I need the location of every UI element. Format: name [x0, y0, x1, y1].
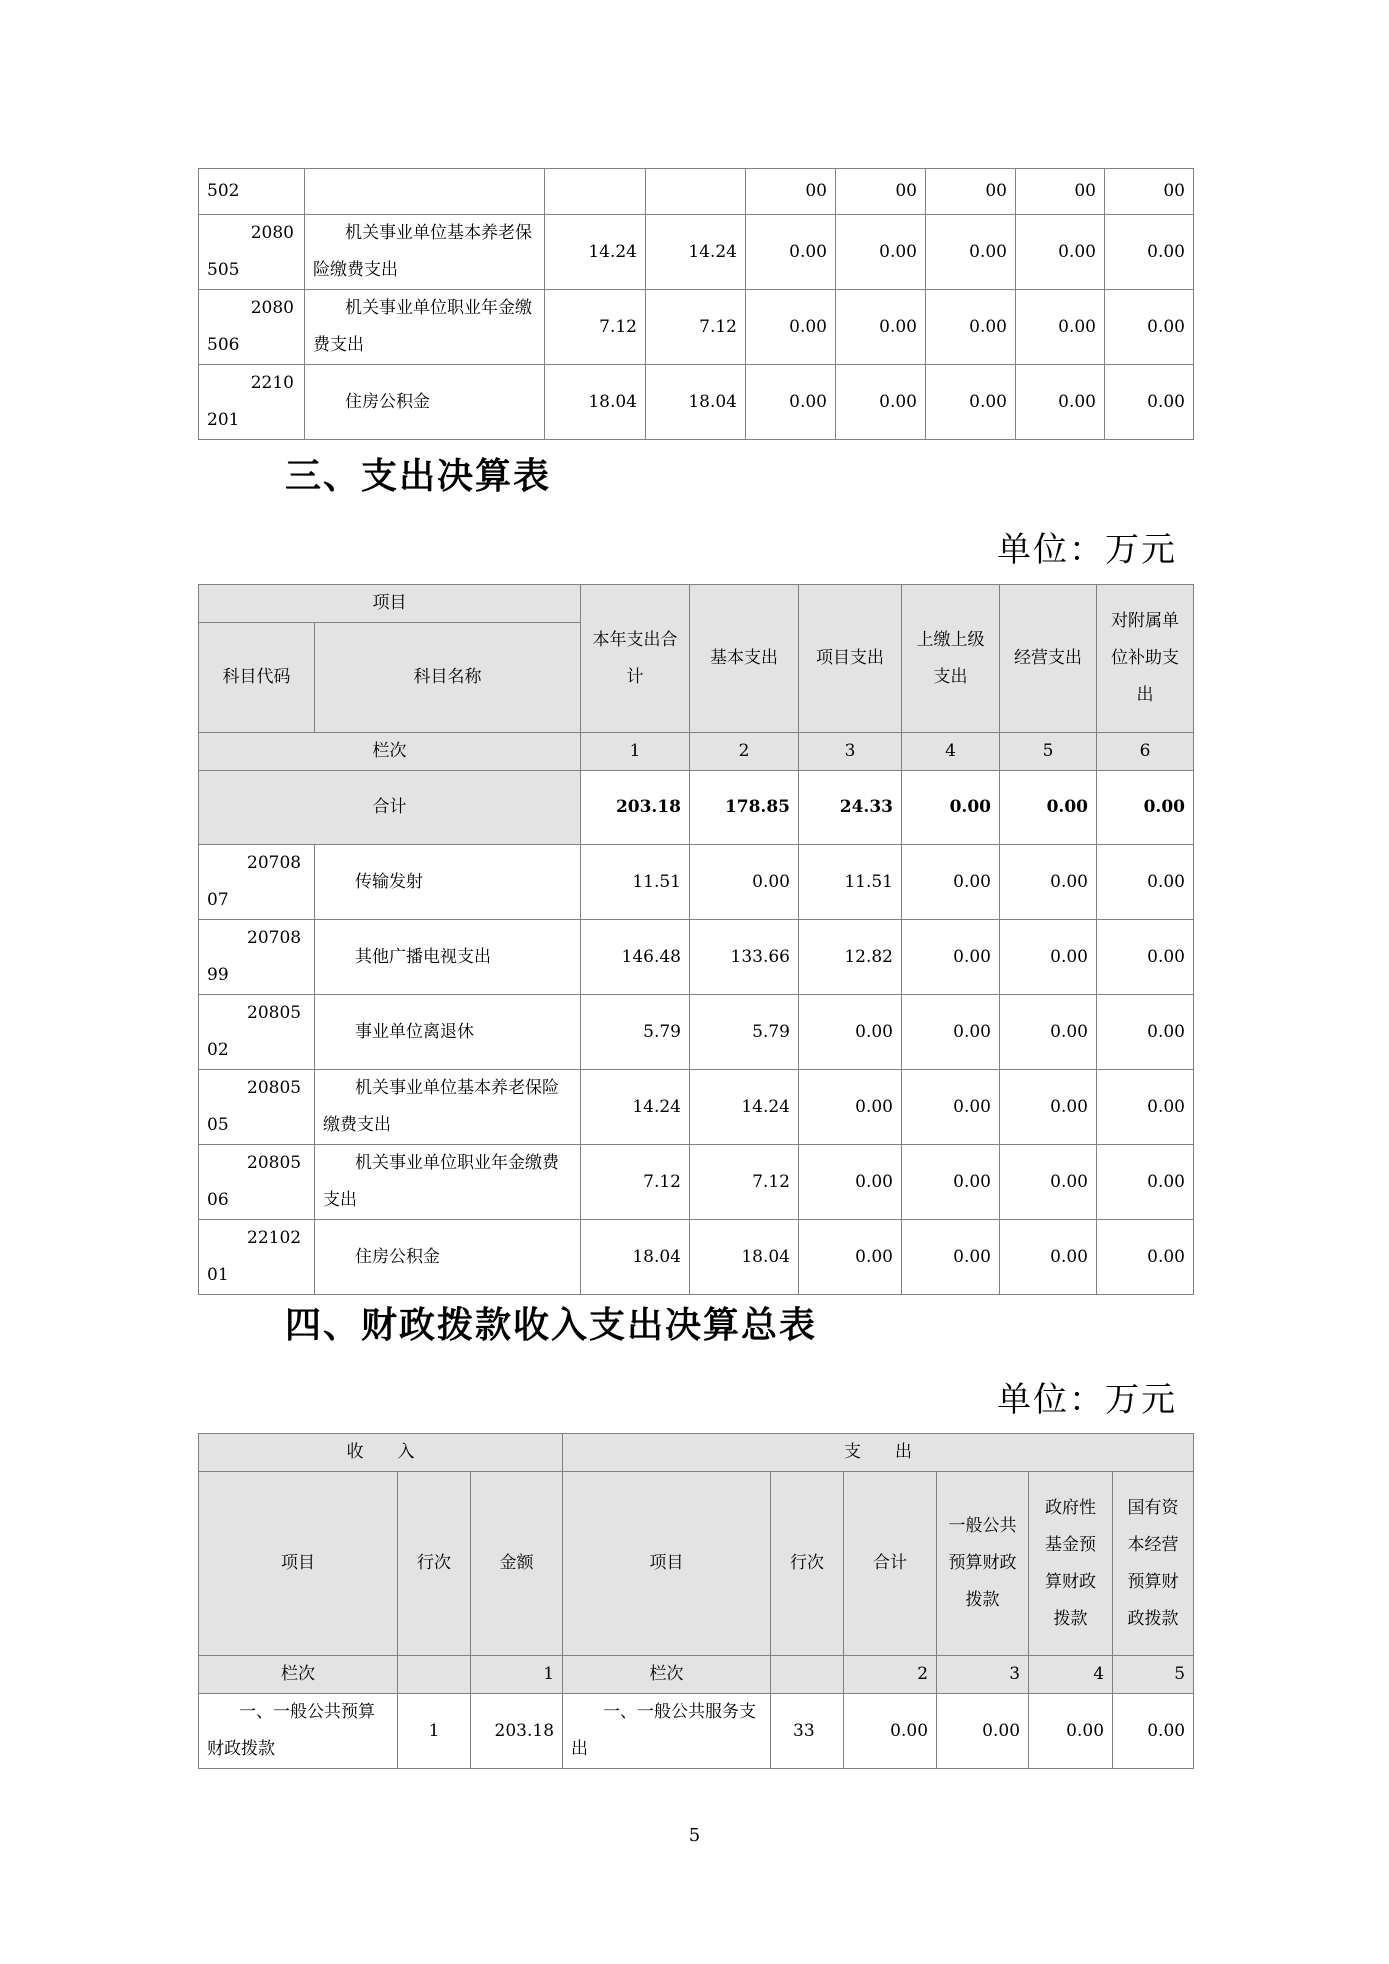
col-number: 5 — [1113, 1656, 1194, 1694]
section3-unit: 单位：万元 — [997, 530, 1177, 570]
cell-value: 0.00 — [836, 290, 926, 365]
subject-code: 2210201 — [199, 1220, 315, 1295]
header-col-project: 项目支出 — [799, 585, 902, 733]
cell-value: 00 — [1016, 169, 1105, 215]
cell-value: 0.00 — [1097, 1070, 1194, 1145]
section4-unit: 单位：万元 — [997, 1380, 1177, 1420]
header-row — [199, 585, 1194, 623]
subject-code: 2070807 — [199, 845, 315, 920]
header-col-basic: 基本支出 — [690, 585, 799, 733]
subject-name: 其他广播电视支出 — [315, 920, 581, 995]
cell-value: 0.00 — [1000, 995, 1097, 1070]
cell-value: 0.00 — [799, 995, 902, 1070]
header-col-remit: 上缴上级支出 — [902, 585, 1000, 733]
header-amount: 金额 — [471, 1472, 563, 1656]
cell-value: 12.82 — [799, 920, 902, 995]
cell-value: 14.24 — [581, 1070, 690, 1145]
header-item: 项目 — [199, 1472, 398, 1656]
header-line: 行次 — [398, 1472, 471, 1656]
total-value: 0.00 — [902, 771, 1000, 845]
empty-cell — [398, 1656, 471, 1694]
subject-name: 传输发射 — [315, 845, 581, 920]
subject-code: 502 — [199, 169, 305, 215]
total-value: 178.85 — [690, 771, 799, 845]
cell-value: 18.04 — [545, 365, 646, 440]
cell-value: 0.00 — [1000, 1145, 1097, 1220]
subject-code: 2080 506 — [199, 290, 305, 365]
cell-value: 0.00 — [1097, 1145, 1194, 1220]
cell-value: 0.00 — [902, 1145, 1000, 1220]
header-income: 收 入 — [199, 1434, 563, 1472]
col-number: 4 — [1029, 1656, 1113, 1694]
table-row — [199, 169, 1194, 215]
col-number: 3 — [937, 1656, 1029, 1694]
header-gov-fund: 政府性基金预算财政拨款 — [1029, 1472, 1113, 1656]
cell-value: 0.00 — [902, 1070, 1000, 1145]
header-expense: 支 出 — [563, 1434, 1194, 1472]
cell-value: 11.51 — [799, 845, 902, 920]
cell-value: 0.00 — [1000, 845, 1097, 920]
col-number: 6 — [1097, 733, 1194, 771]
cell-value: 0.00 — [1097, 845, 1194, 920]
header-col-total: 本年支出合计 — [581, 585, 690, 733]
cell-value: 0.00 — [1097, 995, 1194, 1070]
row-label: 栏次 — [199, 733, 581, 771]
col-number: 5 — [1000, 733, 1097, 771]
cell-value: 0.00 — [799, 1145, 902, 1220]
cell-value: 0.00 — [690, 845, 799, 920]
cell-value: 0.00 — [926, 365, 1016, 440]
cell-value: 18.04 — [581, 1220, 690, 1295]
cell-value: 0.00 — [1113, 1694, 1194, 1769]
cell-value: 146.48 — [581, 920, 690, 995]
cell-value: 0.00 — [1029, 1694, 1113, 1769]
subject-name: 机关事业单位基本养老保险缴费支出 — [305, 215, 545, 290]
total-value: 203.18 — [581, 771, 690, 845]
cell-value: 0.00 — [926, 215, 1016, 290]
cell-value — [646, 169, 746, 215]
section3-title: 三、支出决算表 — [285, 456, 552, 497]
subject-code: 2080 505 — [199, 215, 305, 290]
cell-value: 0.00 — [836, 365, 926, 440]
cell-value: 5.79 — [690, 995, 799, 1070]
cell-value: 11.51 — [581, 845, 690, 920]
subject-name: 机关事业单位职业年金缴费支出 — [315, 1145, 581, 1220]
income-item: 一、一般公共预算财政拨款 — [199, 1694, 398, 1769]
col-number: 3 — [799, 733, 902, 771]
fiscal-summary-table — [198, 1433, 1194, 1769]
total-value: 0.00 — [1097, 771, 1194, 845]
subject-name: 机关事业单位基本养老保险缴费支出 — [315, 1070, 581, 1145]
table-row — [199, 1145, 1194, 1220]
cell-value: 0.00 — [746, 365, 836, 440]
subject-name: 住房公积金 — [305, 365, 545, 440]
cell-value: 14.24 — [545, 215, 646, 290]
cell-value: 00 — [746, 169, 836, 215]
subject-code: 2070899 — [199, 920, 315, 995]
subject-code: 2080506 — [199, 1145, 315, 1220]
cell-value: 7.12 — [690, 1145, 799, 1220]
section4-title: 四、财政拨款收入支出决算总表 — [285, 1305, 818, 1346]
total-row — [199, 771, 1194, 845]
empty-cell — [771, 1656, 844, 1694]
cell-value: 0.00 — [836, 215, 926, 290]
header-col-operating: 经营支出 — [1000, 585, 1097, 733]
cell-value: 0.00 — [1097, 920, 1194, 995]
cell-value: 0.00 — [746, 290, 836, 365]
table-row — [199, 1070, 1194, 1145]
header-state-capital: 国有资本经营预算财政拨款 — [1113, 1472, 1194, 1656]
cell-value: 14.24 — [690, 1070, 799, 1145]
table-row — [199, 1220, 1194, 1295]
cell-value: 00 — [926, 169, 1016, 215]
row-label: 栏次 — [199, 1656, 398, 1694]
cell-value: 0.00 — [1000, 920, 1097, 995]
subject-name: 住房公积金 — [315, 1220, 581, 1295]
header-row — [199, 1434, 1194, 1472]
total-label: 合计 — [199, 771, 581, 845]
cell-value: 18.04 — [690, 1220, 799, 1295]
cell-value: 0.00 — [1105, 215, 1194, 290]
cell-value: 0.00 — [1000, 1220, 1097, 1295]
cell-value: 0.00 — [1105, 365, 1194, 440]
table-row — [199, 995, 1194, 1070]
col-number: 1 — [581, 733, 690, 771]
header-code: 科目代码 — [199, 623, 315, 733]
subject-code: 2080502 — [199, 995, 315, 1070]
subject-code: 2210 201 — [199, 365, 305, 440]
expense-item: 一、一般公共服务支出 — [563, 1694, 771, 1769]
table-row — [199, 290, 1194, 365]
cell-value: 7.12 — [646, 290, 746, 365]
expense-line: 33 — [771, 1694, 844, 1769]
cell-value: 7.12 — [545, 290, 646, 365]
table-row — [199, 365, 1194, 440]
cell-value: 0.00 — [1016, 290, 1105, 365]
cell-value: 0.00 — [799, 1070, 902, 1145]
cell-value: 5.79 — [581, 995, 690, 1070]
header-item2: 项目 — [563, 1472, 771, 1656]
cell-value: 14.24 — [646, 215, 746, 290]
header-total: 合计 — [844, 1472, 937, 1656]
page-number: 5 — [688, 1825, 701, 1846]
cell-value: 0.00 — [902, 845, 1000, 920]
total-value: 0.00 — [1000, 771, 1097, 845]
cell-value: 0.00 — [926, 290, 1016, 365]
subject-name: 机关事业单位职业年金缴费支出 — [305, 290, 545, 365]
income-line: 1 — [398, 1694, 471, 1769]
subject-name: 事业单位离退休 — [315, 995, 581, 1070]
top-continuation-table — [198, 168, 1194, 440]
header-col-subsidy: 对附属单位补助支出 — [1097, 585, 1194, 733]
col-number: 2 — [844, 1656, 937, 1694]
cell-value: 0.00 — [1016, 365, 1105, 440]
cell-value: 0.00 — [1105, 290, 1194, 365]
cell-value: 0.00 — [1097, 1220, 1194, 1295]
cell-value: 0.00 — [746, 215, 836, 290]
header-line2: 行次 — [771, 1472, 844, 1656]
cell-value — [545, 169, 646, 215]
expenditure-table — [198, 584, 1194, 1295]
cell-value: 18.04 — [646, 365, 746, 440]
cell-value: 0.00 — [799, 1220, 902, 1295]
cell-value: 0.00 — [1000, 1070, 1097, 1145]
col-number: 2 — [690, 733, 799, 771]
cell-value: 00 — [1105, 169, 1194, 215]
table-row — [199, 215, 1194, 290]
header-project: 项目 — [199, 585, 581, 623]
subject-code: 2080505 — [199, 1070, 315, 1145]
subject-name — [305, 169, 545, 215]
col-number: 1 — [471, 1656, 563, 1694]
total-value: 24.33 — [799, 771, 902, 845]
income-amount: 203.18 — [471, 1694, 563, 1769]
header-row — [199, 1472, 1194, 1656]
cell-value: 0.00 — [844, 1694, 937, 1769]
cell-value: 0.00 — [902, 1220, 1000, 1295]
header-name: 科目名称 — [315, 623, 581, 733]
table-row — [199, 845, 1194, 920]
cell-value: 00 — [836, 169, 926, 215]
cell-value: 0.00 — [1016, 215, 1105, 290]
header-general-budget: 一般公共预算财政拨款 — [937, 1472, 1029, 1656]
column-number-row — [199, 1656, 1194, 1694]
column-number-row — [199, 733, 1194, 771]
row-label: 栏次 — [563, 1656, 771, 1694]
col-number: 4 — [902, 733, 1000, 771]
table-row — [199, 920, 1194, 995]
table-row — [199, 1694, 1194, 1769]
cell-value: 0.00 — [937, 1694, 1029, 1769]
cell-value: 7.12 — [581, 1145, 690, 1220]
cell-value: 133.66 — [690, 920, 799, 995]
cell-value: 0.00 — [902, 920, 1000, 995]
cell-value: 0.00 — [902, 995, 1000, 1070]
